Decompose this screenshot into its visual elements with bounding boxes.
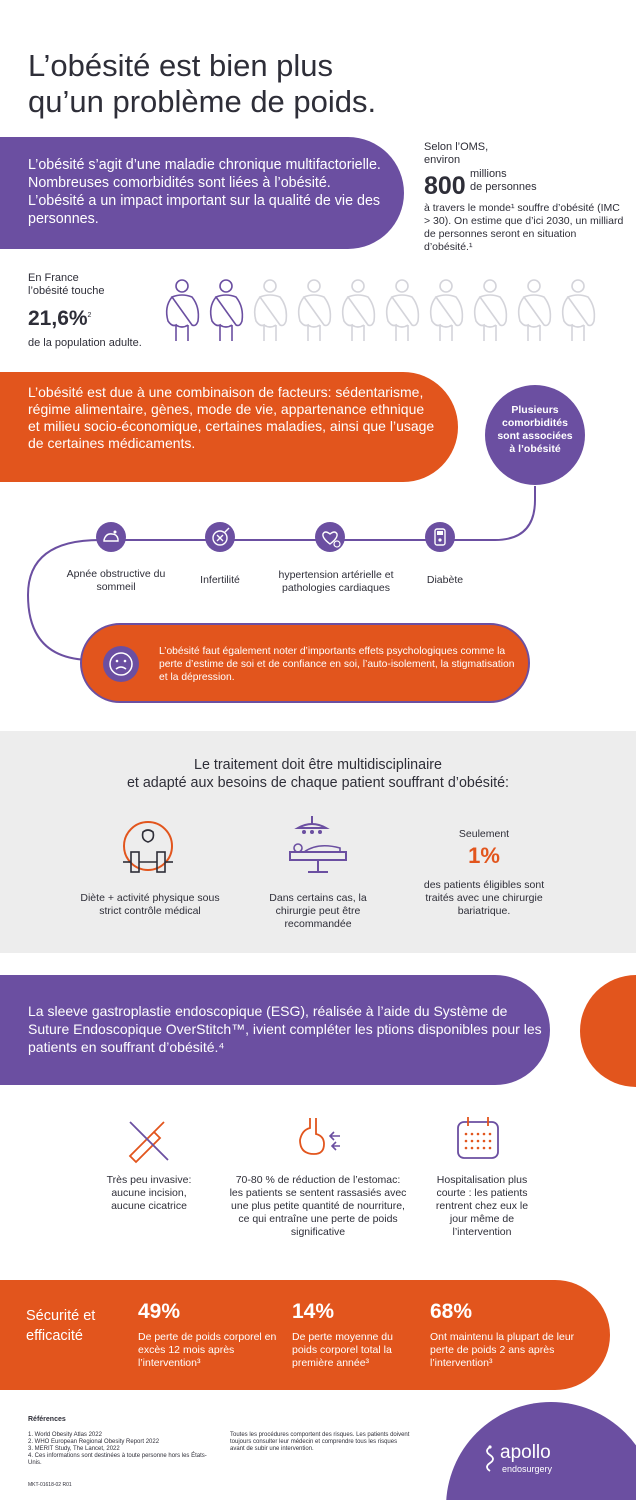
- factors-banner: [0, 372, 458, 482]
- stomach-icon: [292, 1114, 348, 1162]
- apollo-logo-icon: [482, 1445, 498, 1475]
- person-outline-icon: [519, 280, 551, 341]
- condition-label-diabetes: Diabète: [426, 574, 464, 586]
- benefit-label-stomach-reduction: 70-80 % de réduction de l’estomac: les patients se sentent rassasiés avec une plus petite quantité de nourriture, ce qui entraîne une perte de poids significative: [229, 1174, 407, 1238]
- no-incision-icon: [124, 1116, 172, 1164]
- calendar-icon: [452, 1114, 504, 1164]
- person-outline-icon: [431, 280, 463, 341]
- france-percent: [28, 307, 91, 331]
- references-title: Références: [28, 1416, 66, 1423]
- psychological-effects-text: L’obésité faut également noter d’importants effets psychologiques comme la perte d’estime de soi et de confiance en soi, l’auto-isolement, la stigmatisation et la dépression.: [159, 646, 515, 683]
- sleep-apnea-icon: [96, 522, 126, 552]
- oms-intro: [424, 141, 488, 167]
- comorbidities-circle-text: Plusieurs comorbidités sont associées à l’obésité: [497, 404, 573, 455]
- heart-pressure-icon: [315, 522, 345, 552]
- bariatric-percent: 1%: [468, 843, 500, 868]
- glucose-meter-icon: [425, 522, 455, 552]
- treatment-heading-2: et adapté aux besoins de chaque patient souffrant d’obésité:: [126, 775, 510, 791]
- page-title: [28, 48, 588, 120]
- person-filled-icon: [211, 280, 243, 341]
- title-line-2: qu’un problème de poids.: [28, 84, 377, 119]
- condition-label-apnea: Apnée obstructive du sommeil: [66, 568, 166, 593]
- person-outline-icon: [255, 280, 287, 341]
- reference-item: 3. MERIT Study, The Lancet, 2022: [28, 1446, 120, 1452]
- stat-text-2: De perte moyenne du poids corporel total la première année³: [292, 1331, 393, 1369]
- france-line-3: de la population adulte.: [28, 337, 142, 349]
- brand-subtitle: endosurgery: [502, 1464, 553, 1474]
- france-percent-sup: 2: [87, 312, 92, 319]
- condition-label-infertility: Infertilité: [200, 574, 240, 586]
- decorative-orange-circle: [580, 975, 636, 1087]
- oms-line-2: environ: [424, 154, 461, 166]
- intro-text: L’obésité s’agit d’une maladie chronique multifactorielle. Nombreuses comorbidités sont liées à l’obésité. L’obésité a un impact important sur la qualité de vie des personnes.: [28, 157, 381, 227]
- stat-value-1: 49%: [138, 1300, 181, 1323]
- reference-item: 2. WHO European Regional Obesity Report 2022: [28, 1439, 160, 1445]
- benefit-label-short-stay: Hospitalisation plus courte : les patients rentrent chez eux le jour même de l’intervention: [435, 1174, 529, 1238]
- bariatric-label: des patients éligibles sont traités avec une chirurgie bariatrique.: [423, 879, 545, 917]
- stat-text-1: De perte de poids corporel en excès 12 mois après l’intervention³: [138, 1331, 277, 1369]
- person-outline-icon: [387, 280, 419, 341]
- person-outline-icon: [299, 280, 331, 341]
- diet-label: Diète + activité physique sous strict contrôle médical: [80, 892, 220, 917]
- person-figures: [162, 277, 602, 343]
- sad-face-icon: [103, 646, 139, 682]
- brand-name: apollo: [500, 1442, 551, 1463]
- intro-banner: [0, 137, 404, 249]
- france-line-1: En France: [28, 272, 79, 284]
- only-label: Seulement: [458, 828, 510, 840]
- france-percent-value: 21,6%: [28, 307, 88, 330]
- references-list: [28, 1432, 208, 1467]
- oms-number: 800: [424, 172, 466, 200]
- infertility-icon: [205, 522, 235, 552]
- treatment-heading-1: Le traitement doit être multidisciplinaire: [194, 757, 442, 773]
- person-outline-icon: [563, 280, 595, 341]
- reference-item: 1. World Obesity Atlas 2022: [28, 1432, 102, 1438]
- esg-banner: [0, 975, 550, 1085]
- france-intro: [28, 272, 104, 298]
- surgery-label: Dans certains cas, la chirurgie peut être recommandée: [269, 892, 367, 930]
- treatment-heading: [50, 756, 586, 792]
- oms-unit-1: millions: [470, 168, 507, 180]
- title-line-1: L’obésité est bien plus: [28, 48, 334, 83]
- factors-text: L’obésité est due à une combinaison de facteurs: sédentarisme, régime alimentaire, gènes, mode de vie, appartenance ethnique et milieu socio-économique, certaines maladies, ainsi que l’usage de certaines médicaments.: [28, 384, 435, 451]
- surgery-bed-icon: [282, 814, 354, 880]
- stats-title: Sécurité et efficacité: [26, 1308, 96, 1344]
- person-outline-icon: [475, 280, 507, 341]
- oms-unit: [470, 168, 537, 194]
- risk-disclaimer: Toutes les procédures comportent des risques. Les patients doivent toujours consulter leur médecin et comprendre tous les risques avant de subir une intervention.: [230, 1432, 410, 1452]
- condition-label-hypertension: hypertension artérielle et pathologies cardiaques: [278, 569, 394, 594]
- person-filled-icon: [167, 280, 199, 341]
- stat-value-3: 68%: [430, 1300, 473, 1323]
- benefit-label-minimally-invasive: Très peu invasive: aucune incision, aucune cicatrice: [106, 1174, 192, 1212]
- psychological-effects-banner: [80, 623, 530, 703]
- stat-text-3: Ont maintenu la plupart de leur perte de poids 2 ans après l’intervention³: [430, 1331, 575, 1369]
- oms-text: à travers le monde¹ souffre d’obésité (IMC > 30). On estime que d’ici 2030, un milliard de personnes seront en situation d’obésité.¹: [424, 202, 624, 253]
- france-line-2: l’obésité touche: [28, 285, 105, 297]
- reference-item: 4. Ces informations sont destinées à toute personne hors les États-Unis.: [28, 1453, 207, 1466]
- stat-value-2: 14%: [292, 1300, 335, 1323]
- esg-text: La sleeve gastroplastie endoscopique (ESG), réalisée à l’aide du Système de Suture Endoscopique OverStitch™, ivient compléter les ptions disponibles pour les patients en souffrant d’obésité.⁴: [28, 1003, 542, 1055]
- diet-exercise-icon: [115, 818, 181, 884]
- document-code: MKT-01618-02 R01: [28, 1482, 72, 1488]
- person-outline-icon: [343, 280, 375, 341]
- oms-line-1: Selon l’OMS,: [424, 141, 489, 153]
- oms-unit-2: de personnes: [470, 181, 537, 193]
